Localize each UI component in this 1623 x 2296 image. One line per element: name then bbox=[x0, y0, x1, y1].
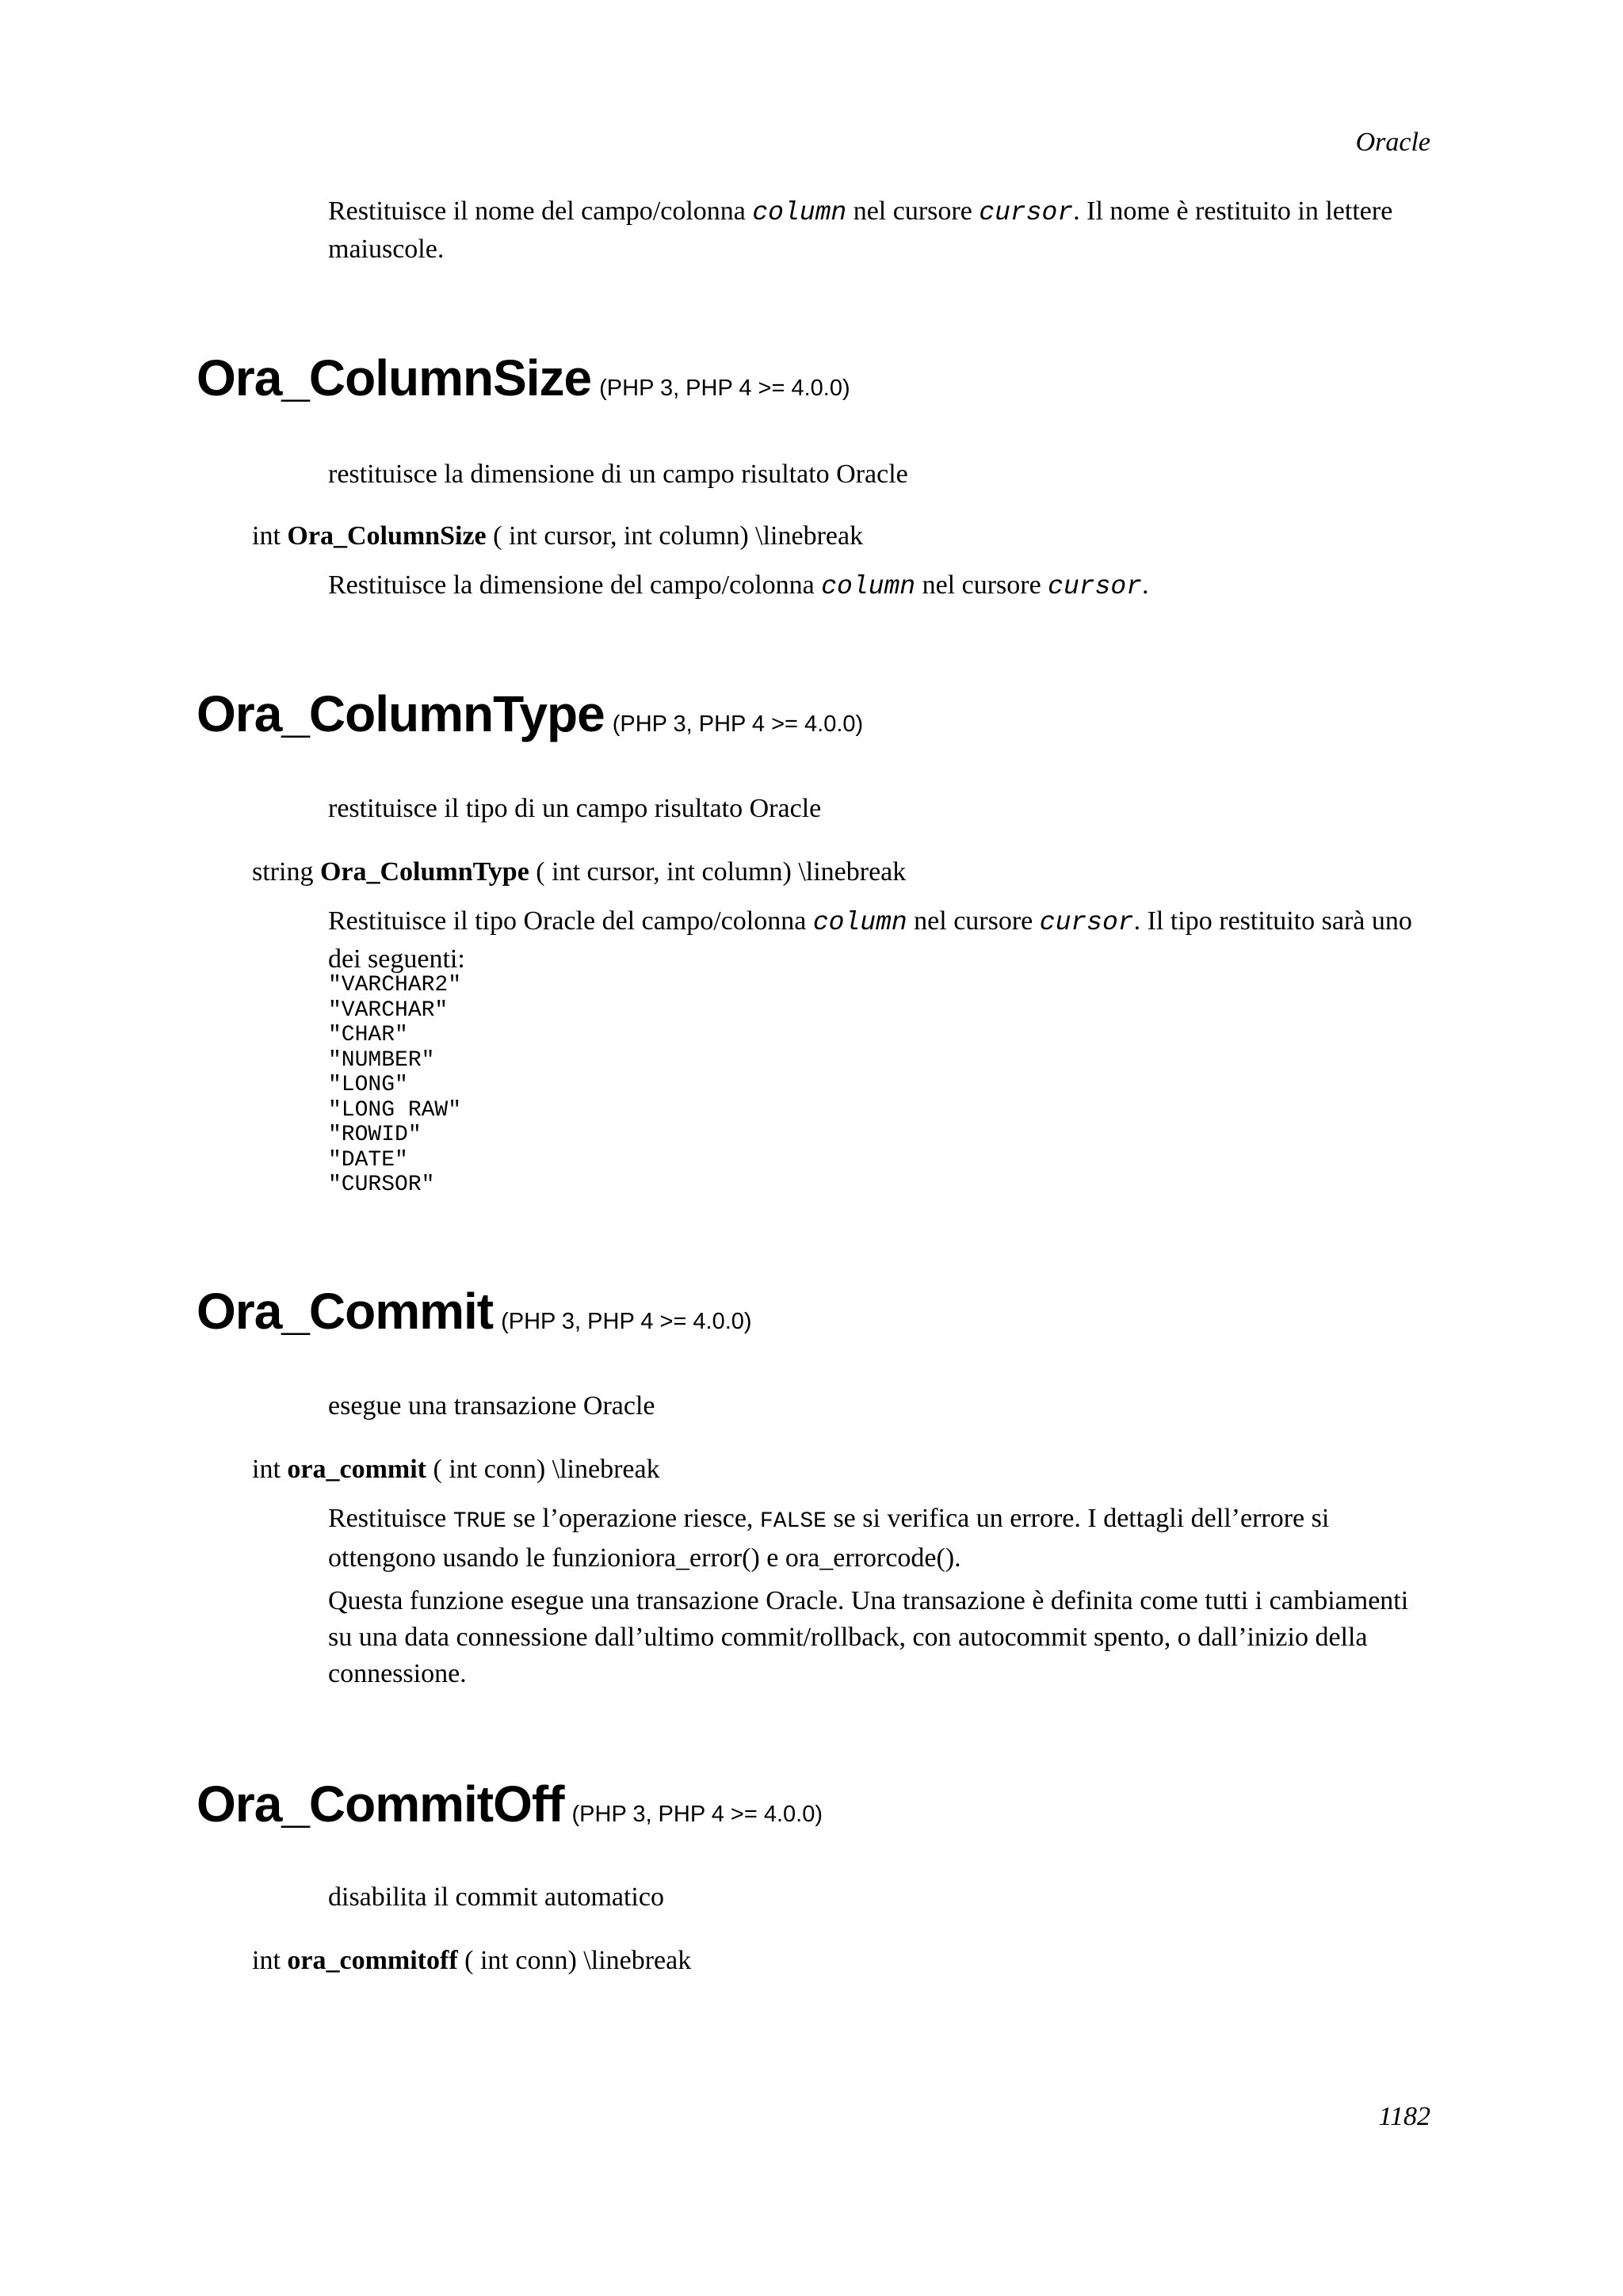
function-purpose: restituisce il tipo di un campo risultato Oracle bbox=[328, 794, 822, 823]
column-type-item: "ROWID" bbox=[328, 1123, 422, 1147]
column-type-item: "LONG" bbox=[328, 1073, 408, 1097]
constant-true: TRUE bbox=[453, 1509, 506, 1534]
parameter-cursor: cursor bbox=[1048, 572, 1142, 601]
running-title: Oracle bbox=[1355, 128, 1430, 157]
column-type-item: "VARCHAR2" bbox=[328, 973, 462, 997]
function-description-detail: Questa funzione esegue una transazione Oracle. Una transazione è definita come tutti i cambiamenti su una data connessione dall’ultimo commit/rollback, con autocommit spento, o dall’inizio della connessione. bbox=[328, 1586, 1409, 1688]
synopsis-function-name: ora_commitoff bbox=[287, 1946, 458, 1975]
function-description: Restituisce il tipo Oracle del campo/colonna column nel cursore cursor. Il tipo restituito sarà uno dei seguenti: bbox=[328, 906, 1412, 974]
synopsis-function-name: Ora_ColumnType bbox=[319, 857, 529, 887]
column-type-item: "DATE" bbox=[328, 1147, 408, 1173]
parameter-column: column bbox=[812, 908, 907, 937]
column-type-item: "VARCHAR" bbox=[328, 997, 449, 1023]
function-description: Restituisce TRUE se l’operazione riesce, FALSE se si verifica un errore. I dettagli dell’errore si ottengono usando le funzioniora_error() e ora_errorcode(). bbox=[328, 1504, 1330, 1573]
function-name: Ora_CommitOff bbox=[197, 1775, 564, 1833]
function-purpose: esegue una transazione Oracle bbox=[328, 1391, 655, 1421]
function-name: Ora_ColumnType bbox=[197, 685, 605, 742]
column-type-item: "CHAR" bbox=[328, 1023, 408, 1047]
column-types-list bbox=[328, 973, 461, 1198]
parameter-column: column bbox=[752, 198, 847, 227]
intro-paragraph: Restituisce il nome del campo/colonna column nel cursore cursor. Il nome è restituito in lettere maiuscole. bbox=[328, 196, 1393, 264]
section-heading-ora-commit bbox=[197, 1282, 752, 1341]
section-heading-ora-columntype bbox=[197, 685, 863, 743]
version-info: (PHP 3, PHP 4 >= 4.0.0) bbox=[501, 1309, 752, 1334]
function-synopsis: int ora_commit ( int conn) \linebreak bbox=[252, 1455, 660, 1484]
parameter-cursor: cursor bbox=[979, 198, 1074, 227]
version-info: (PHP 3, PHP 4 >= 4.0.0) bbox=[612, 711, 864, 737]
column-type-item: "NUMBER" bbox=[328, 1047, 435, 1073]
column-type-item: "CURSOR" bbox=[328, 1173, 435, 1197]
version-info: (PHP 3, PHP 4 >= 4.0.0) bbox=[599, 376, 850, 401]
column-type-item: "LONG RAW" bbox=[328, 1097, 462, 1123]
version-info: (PHP 3, PHP 4 >= 4.0.0) bbox=[571, 1802, 823, 1827]
parameter-column: column bbox=[821, 572, 916, 601]
synopsis-function-name: Ora_ColumnSize bbox=[287, 521, 487, 551]
function-description: Restituisce la dimensione del campo/colonna column nel cursore cursor. bbox=[328, 570, 1149, 601]
function-name: Ora_ColumnSize bbox=[197, 349, 592, 406]
function-synopsis: int ora_commitoff ( int conn) \linebreak bbox=[252, 1946, 692, 1975]
synopsis-function-name: ora_commit bbox=[287, 1455, 427, 1484]
parameter-cursor: cursor bbox=[1039, 908, 1134, 937]
function-name: Ora_Commit bbox=[197, 1283, 494, 1340]
section-heading-ora-commitoff bbox=[197, 1775, 823, 1833]
function-purpose: disabilita il commit automatico bbox=[328, 1882, 664, 1912]
page-number: 1182 bbox=[1378, 2102, 1430, 2131]
section-heading-ora-columnsize bbox=[197, 349, 850, 407]
function-purpose: restituisce la dimensione di un campo risultato Oracle bbox=[328, 460, 908, 489]
function-synopsis: string Ora_ColumnType ( int cursor, int column) \linebreak bbox=[252, 857, 907, 887]
constant-false: FALSE bbox=[759, 1509, 827, 1534]
function-synopsis: int Ora_ColumnSize ( int cursor, int column) \linebreak bbox=[252, 521, 864, 551]
